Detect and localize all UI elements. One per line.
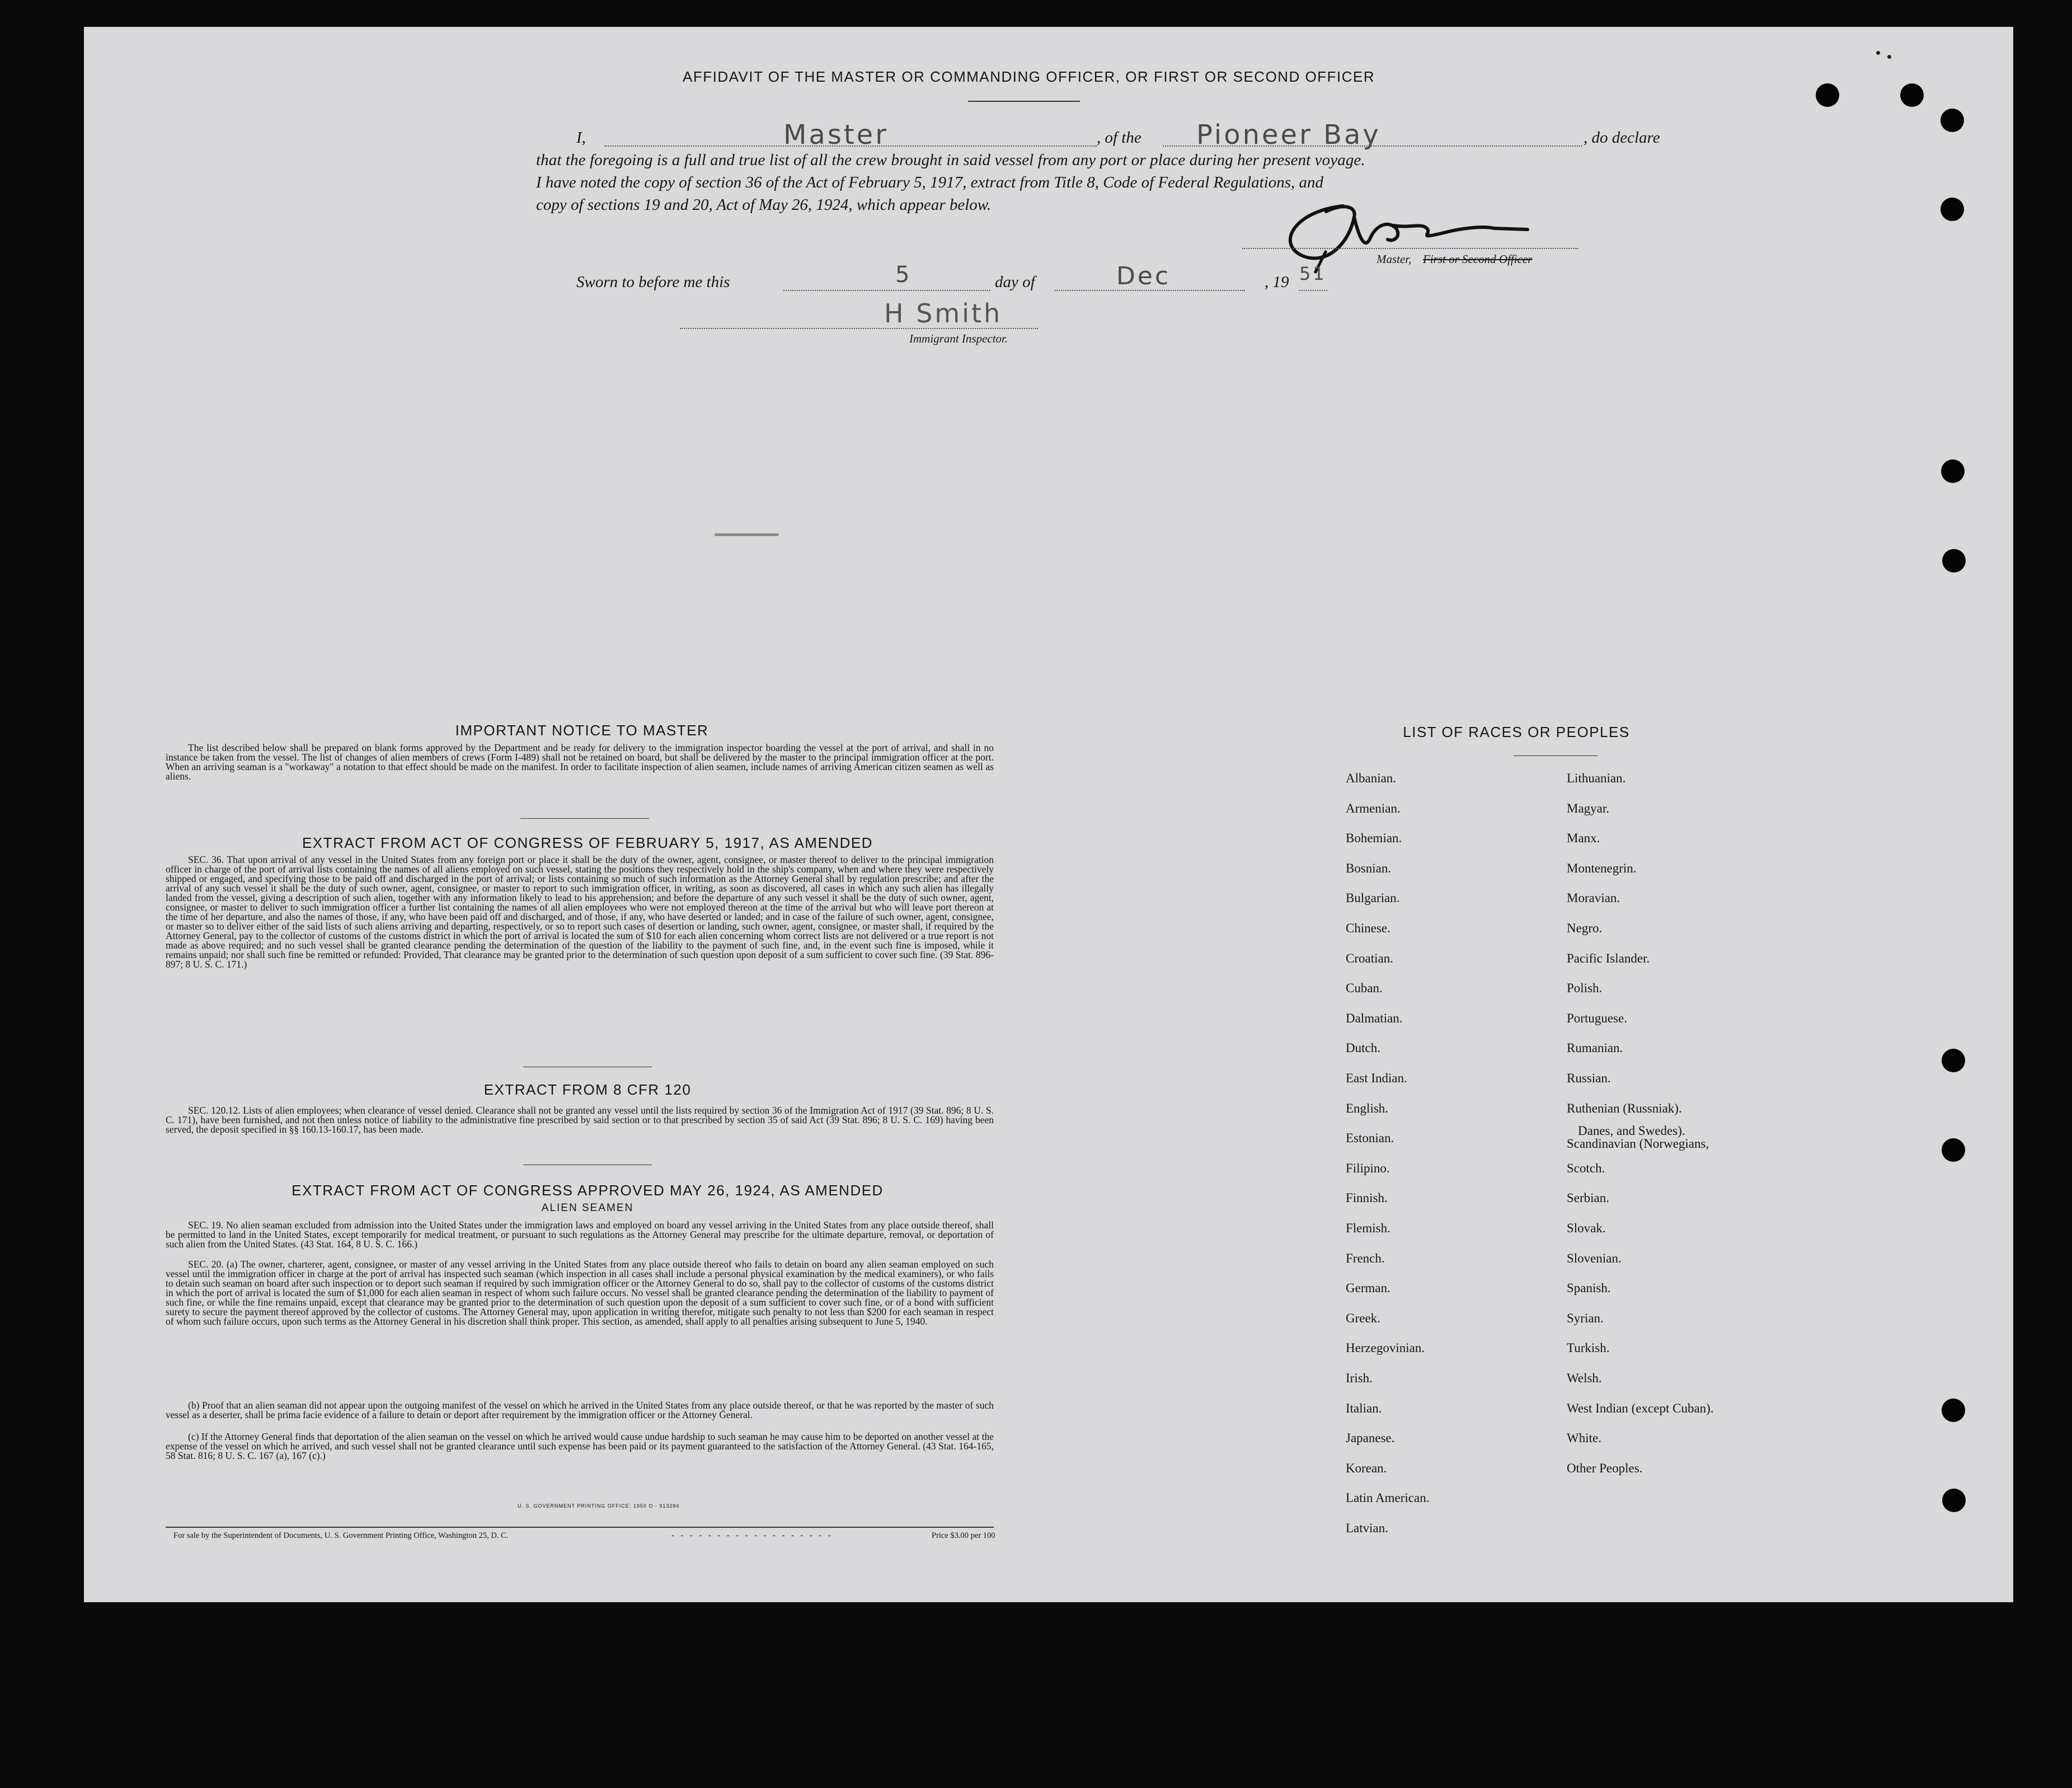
race-item: Chinese. [1346,921,1390,935]
race-item: Bohemian. [1346,831,1402,846]
race-item: Rumanian. [1567,1041,1623,1055]
punch-hole [1942,1138,1965,1162]
race-item: Armenian. [1346,801,1401,815]
vessel-name-handwritten: Pioneer Bay [1196,119,1381,151]
race-item: Lithuanian. [1567,771,1626,785]
extract-1924-sec19: SEC. 19. No alien seaman excluded from admission into the United States under the immigration laws and employed on board any vessel arriving in the United States from any place outside thereof, shall be permitted to land in the United States, except temporarily for medical treatment, or pursuant to such regulations as the Attorney General may prescribe for the ultimate departure, removal, or deportation of such alien from the United States. (43 Stat. 164, 8 U. S. C. 166.) [166,1219,994,1250]
notice-rule [520,818,649,819]
footer-leader: - - - - - - - - - - - - - - - - - - [671,1531,833,1540]
punch-hole [1942,1049,1965,1072]
extract-1917-title: EXTRACT FROM ACT OF CONGRESS OF FEBRUARY 5, 1917, AS AMENDED [302,834,873,851]
race-item: Danes, and Swedes). [1578,1123,1685,1138]
extract-1924-sec20c: (c) If the Attorney General finds that deportation of the alien seaman on the vessel on which he arrived would cause undue hardship to such seaman he may cause him to be deported on another vessel at the expense of the vessel on which he arrived, and such vessel shall not be granted clearance until such expense has been paid or its payment guaranteed to the satisfaction of the Attorney General. (43 Stat. 164-165, 58 Stat. 816; 8 U. S. C. 167 (a), 167 (c).) [166,1431,994,1461]
alien-seamen-subtitle: ALIEN SEAMEN [541,1202,634,1214]
signature-caption-master: Master, [1376,252,1412,266]
affidavit-title: AFFIDAVIT OF THE MASTER OR COMMANDING OFFICER, OR FIRST OR SECOND OFFICER [683,68,1375,85]
sworn-year-line [1299,290,1327,291]
race-item: German. [1346,1281,1390,1296]
race-item: French. [1346,1251,1385,1265]
race-item: Bosnian. [1346,861,1392,875]
punch-hole [1942,1489,1966,1512]
affidavit-line4: copy of sections 19 and 20, Act of May 26, 1924, which appear below. [536,196,992,214]
race-item: Turkish. [1567,1341,1610,1355]
race-item: Korean. [1346,1461,1387,1475]
punch-hole [1816,83,1839,107]
master-name-handwritten: Master [783,119,889,151]
race-item: Flemish. [1346,1221,1390,1235]
extract-1917-body: SEC. 36. That upon arrival of any vessel in the United States from any foreign port or place it shall be the duty of the owner, agent, consignee, or master thereof to deliver to the principal immigration officer in charge of the port of arrival lists containing the names of all aliens employed on such vessel, stating the positions they respectively hold in the ship's company, when and where they were respectively shipped or engaged, and specifying those to be paid off and discharged in the port of arrival; or lists containing so much of such information as the Attorney General shall by regulation prescribe; and after the arrival of any such vessel it shall be the duty of such owner, agent, consignee, or master to report to such immigration officer, in writing, as soon as discovered, all cases in which any such alien has illegally landed from the vessel, giving a description of such alien, together with any information likely to lead to his apprehension; and before the departure of any such vessel it shall be the duty of such owner, agent, consignee, or master to deliver to such immigration officer a further list containing the names of all alien employees who were not employed thereon at the time of the arrival but who will leave port thereon at the time of her departure, and also the names of those, if any, who have been paid off and discharged, and of those, if any, who have deserted or landed; and in case of the failure of such owner, agent, consignee, or master so to deliver either of the said lists of such aliens arriving and departing, respectively, or so to report such cases of desertion or landing, such owner, agent, consignee, or master shall, if required by the Attorney General, pay to the collector of customs of the customs district in which the port of arrival is located the sum of $10 for each alien concerning whom correct lists are not delivered or a true report is not made as above required; and no such vessel shall be granted clearance pending the determination of the question of the liability to the payment of such fine, and, in the event such fine is imposed, while it remains unpaid; nor shall such fine be remitted or refunded: Provided, That clearance may be granted prior to the determination of such question upon deposit of a sum sufficient to cover such fine. (39 Stat. 896-897; 8 U. S. C. 171.) [166,854,994,970]
race-item: Pacific Islander. [1567,951,1650,965]
race-item: Welsh. [1567,1371,1602,1385]
master-signature-line [1242,248,1578,249]
race-item: East Indian. [1346,1071,1407,1085]
cfr-title: EXTRACT FROM 8 CFR 120 [483,1081,692,1098]
race-item: Estonian. [1346,1131,1394,1146]
ink-smudge [715,533,779,536]
affidavit-line3: I have noted the copy of section 36 of the Act of February 5, 1917, extract from Title 8, Code of Federal Regulations, and [536,173,1324,191]
race-item: Moravian. [1567,891,1620,905]
race-item: Greek. [1346,1311,1380,1325]
race-item: Dalmatian. [1346,1011,1403,1025]
race-item: Portuguese. [1567,1011,1627,1025]
speck [1876,51,1880,55]
race-item: Scandinavian (Norwegians, [1567,1137,1709,1151]
race-item: Magyar. [1567,801,1610,815]
inspector-caption: Immigrant Inspector. [909,332,1008,345]
race-item: White. [1567,1431,1601,1446]
race-item: Dutch. [1346,1041,1380,1055]
document-page [84,27,2013,1602]
extract-1924-sec20b: (b) Proof that an alien seaman did not appear upon the outgoing manifest of the vessel on which he arrived in the United States from any place outside thereof, or that he was reported by the master of such vessel as a deserter, shall be prima facie evidence of a failure to detain or deport after requirement by the immigration officer or the Attorney General. [166,1400,994,1420]
signature-caption-struck: First or Second Officer [1423,252,1533,266]
race-item: Manx. [1567,831,1600,846]
race-item: Italian. [1346,1401,1382,1415]
punch-hole [1900,83,1924,107]
race-item: Slovenian. [1567,1251,1622,1265]
race-item: Japanese. [1346,1431,1395,1446]
race-item: Albanian. [1346,771,1397,785]
affidavit-i: I, [576,129,586,147]
sworn-text: Sworn to before me this [576,273,730,291]
race-item: West Indian (except Cuban). [1567,1401,1714,1415]
race-item: Serbian. [1567,1191,1610,1205]
affidavit-do-declare: , do declare [1584,129,1660,147]
punch-hole [1941,459,1965,483]
race-item: Filipino. [1346,1161,1390,1175]
race-item: Irish. [1346,1371,1373,1385]
sworn-month-handwritten: Dec [1116,262,1171,290]
extract-1924-sec20a: SEC. 20. (a) The owner, charterer, agent, consignee, or master of any vessel arriving in the United States from any place outside thereof who fails to detain on board any alien seaman employed on such vessel until the immigration officer in charge at the port of arrival has inspected such seaman (which inspection in all cases shall include a personal physical examination by the medical examiners), or who fails to detain such seaman on board after such inspection or to deport such seaman if required by such immigration officer or the Attorney General to do so, shall pay to the collector of customs of the customs district in which the port of arrival is located the sum of $1,000 for each alien seaman in respect of whom such failure occurs. No vessel shall be granted clearance pending the determination of the liability to payment of such fine, or while the fine remains unpaid, except that clearance may be granted prior to the determination of such question upon the deposit of a sum sufficient to cover such fine, or of a bond with sufficient surety to secure the payment thereof approved by the collector of customs. The Attorney General may, upon application in writing therefor, mitigate such penalty to not less than $200 for each seaman in respect of whom such failure occurs, upon such terms as the Attorney General in his discretion shall think proper. This section, as amended, shall apply to all penalties arising subsequent to June 5, 1940. [166,1259,994,1327]
footer-right: Price $3.00 per 100 [932,1531,995,1540]
sworn-day-of: day of [995,273,1035,291]
race-item: Ruthenian (Russniak). [1567,1101,1682,1115]
race-item: Latvian. [1346,1521,1388,1535]
race-item: Spanish. [1567,1281,1611,1296]
race-item: Syrian. [1567,1311,1604,1325]
race-item: Latin American. [1346,1491,1430,1505]
footer-rule [166,1527,994,1528]
race-item: Montenegrin. [1567,861,1637,875]
sworn-year-handwritten: 51 [1299,263,1327,284]
punch-hole [1942,1399,1965,1422]
sworn-day-handwritten: 5 [895,262,912,288]
race-item: Croatian. [1346,951,1393,965]
race-item: Polish. [1567,981,1603,996]
inspector-signature: H Smith [884,298,1003,328]
notice-body: The list described below shall be prepared on blank forms approved by the Department and be ready for delivery to the immigration inspector boarding the vessel at the port of arrival, and shall in no instance be taken from the vessel. The list of changes of alien members of crews (Form I-489) shall not be retained on board, but shall be delivered by the master to the principal immigration officer at the port. When an arriving seaman is a "workaway" a notation to that effect should be made on the manifest. In order to facilitate inspection of alien seamen, include names of arriving American citizen seamen as well as aliens. [166,742,994,782]
race-item: Scotch. [1567,1161,1605,1175]
speck [1887,55,1891,59]
race-item: Other Peoples. [1567,1461,1643,1475]
race-item: Russian. [1567,1071,1611,1085]
race-item: Finnish. [1346,1191,1388,1205]
punch-hole [1942,549,1966,572]
race-item: Cuban. [1346,981,1383,996]
races-title: LIST OF RACES OR PEOPLES [1403,724,1630,740]
affidavit-of-the: , of the [1097,129,1141,147]
race-item: Slovak. [1567,1221,1606,1235]
race-item: Herzegovinian. [1346,1341,1425,1355]
sworn-day-line [783,290,990,291]
sworn-year-prefix: , 19 [1265,273,1289,291]
inspector-signature-line [680,328,1038,329]
race-item: Negro. [1567,921,1603,935]
notice-title: IMPORTANT NOTICE TO MASTER [455,722,709,739]
race-item: English. [1346,1101,1389,1115]
punch-hole [1941,109,1964,132]
printer-line: U. S. GOVERNMENT PRINTING OFFICE: 1950 O - 913284 [518,1503,680,1509]
cfr-body: SEC. 120.12. Lists of alien employees; when clearance of vessel denied. Clearance shall not be granted any vessel until the lists required by section 36 of the Immigration Act of 1917 (39 Stat. 896; 8 U. S. C. 171), have been furnished, and not then unless notice of liability to the administrative fine prescribed by said section or to that prescribed by section 35 of said Act (39 Stat. 896; 8 U. S. C. 169) having been served, the deposit specified in §§ 160.13-160.17, has been made. [166,1105,994,1135]
title-rule [968,101,1080,102]
punch-hole [1941,198,1964,221]
affidavit-line2: that the foregoing is a full and true list of all the crew brought in said vessel from any port or place during her present voyage. [536,151,1365,169]
footer-left: For sale by the Superintendent of Documents, U. S. Government Printing Office, Washington 25, D. C. [173,1531,509,1540]
extract-1924-title: EXTRACT FROM ACT OF CONGRESS APPROVED MAY 26, 1924, AS AMENDED [292,1182,884,1199]
race-item: Bulgarian. [1346,891,1400,905]
races-rule [1514,755,1598,756]
